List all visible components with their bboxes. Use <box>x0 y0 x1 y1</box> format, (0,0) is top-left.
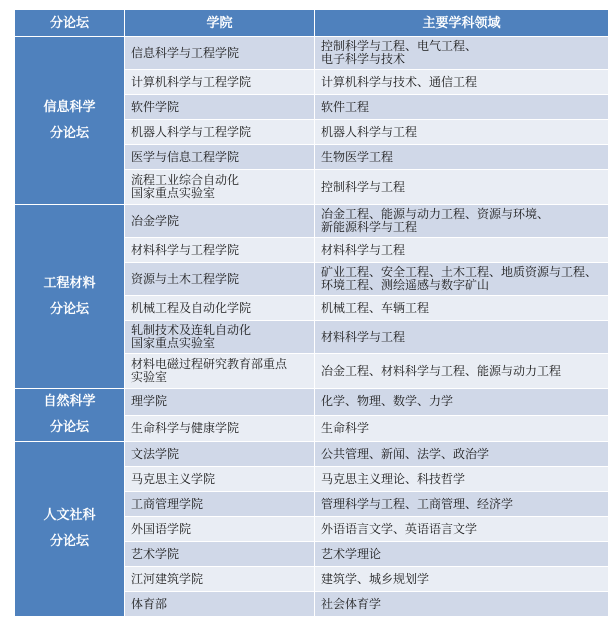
fields-cell: 冶金工程、材料科学与工程、能源与动力工程 <box>315 354 609 389</box>
college-cell: 理学院 <box>125 389 315 416</box>
college-cell: 文法学院 <box>125 442 315 467</box>
fields-cell: 生命科学 <box>315 415 609 442</box>
college-cell: 机器人科学与工程学院 <box>125 120 315 145</box>
college-cell: 外国语学院 <box>125 517 315 542</box>
header-forum: 分论坛 <box>15 10 125 37</box>
forum-table-grid <box>14 9 609 617</box>
college-cell: 医学与信息工程学院 <box>125 145 315 170</box>
fields-cell: 机械工程、车辆工程 <box>315 296 609 321</box>
college-cell: 资源与土木工程学院 <box>125 263 315 296</box>
college-cell: 马克思主义学院 <box>125 467 315 492</box>
college-cell: 流程工业综合自动化 国家重点实验室 <box>125 170 315 205</box>
fields-cell: 化学、物理、数学、力学 <box>315 389 609 416</box>
college-cell: 轧制技术及连轧自动化 国家重点实验室 <box>125 321 315 354</box>
fields-cell: 马克思主义理论、科技哲学 <box>315 467 609 492</box>
forum-cell-natural-science: 自然科学 分论坛 <box>15 389 125 442</box>
fields-cell: 外语语言文学、英语语言文学 <box>315 517 609 542</box>
forum-cell-humanities-social: 人文社科 分论坛 <box>15 442 125 617</box>
fields-cell: 控制科学与工程、电气工程、 电子科学与技术 <box>315 37 609 70</box>
fields-cell: 控制科学与工程 <box>315 170 609 205</box>
forum-cell-information-science: 信息科学 分论坛 <box>15 37 125 205</box>
college-cell: 工商管理学院 <box>125 492 315 517</box>
forum-table <box>14 9 608 611</box>
table-row <box>15 389 609 416</box>
fields-cell: 管理科学与工程、工商管理、经济学 <box>315 492 609 517</box>
fields-cell: 建筑学、城乡规划学 <box>315 567 609 592</box>
college-cell: 软件学院 <box>125 95 315 120</box>
college-cell: 体育部 <box>125 592 315 617</box>
header-college: 学院 <box>125 10 315 37</box>
header-row <box>15 10 609 37</box>
header-fields: 主要学科领域 <box>315 10 609 37</box>
fields-cell: 冶金工程、能源与动力工程、资源与环境、 新能源科学与工程 <box>315 205 609 238</box>
college-cell: 计算机科学与工程学院 <box>125 70 315 95</box>
fields-cell: 机器人科学与工程 <box>315 120 609 145</box>
fields-cell: 软件工程 <box>315 95 609 120</box>
college-cell: 冶金学院 <box>125 205 315 238</box>
college-cell: 机械工程及自动化学院 <box>125 296 315 321</box>
fields-cell: 材料科学与工程 <box>315 321 609 354</box>
college-cell: 江河建筑学院 <box>125 567 315 592</box>
college-cell: 生命科学与健康学院 <box>125 415 315 442</box>
college-cell: 艺术学院 <box>125 542 315 567</box>
fields-cell: 生物医学工程 <box>315 145 609 170</box>
fields-cell: 矿业工程、安全工程、土木工程、地质资源与工程、 环境工程、测绘遥感与数字矿山 <box>315 263 609 296</box>
college-cell: 信息科学与工程学院 <box>125 37 315 70</box>
table-row <box>15 442 609 467</box>
fields-cell: 计算机科学与技术、通信工程 <box>315 70 609 95</box>
table-row <box>15 37 609 70</box>
forum-cell-engineering-materials: 工程材料 分论坛 <box>15 205 125 389</box>
table-row <box>15 205 609 238</box>
fields-cell: 材料科学与工程 <box>315 238 609 263</box>
college-cell: 材料电磁过程研究教育部重点 实验室 <box>125 354 315 389</box>
fields-cell: 公共管理、新闻、法学、政治学 <box>315 442 609 467</box>
fields-cell: 艺术学理论 <box>315 542 609 567</box>
college-cell: 材料科学与工程学院 <box>125 238 315 263</box>
fields-cell: 社会体育学 <box>315 592 609 617</box>
